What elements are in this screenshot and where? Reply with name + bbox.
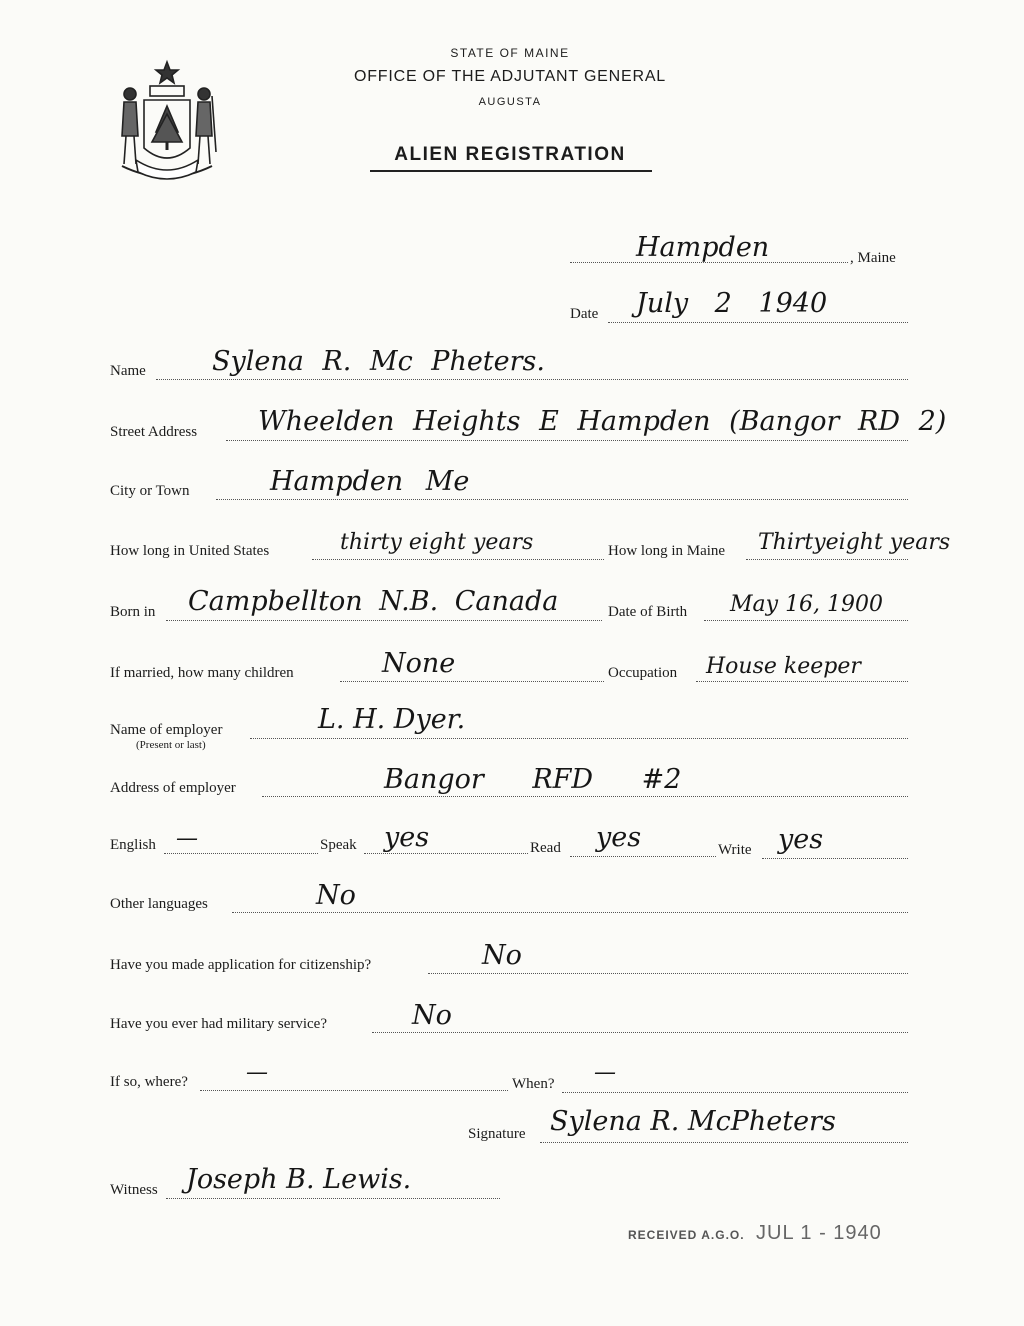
time-in-us-value: thirty eight years (340, 530, 534, 555)
employer-address-value: Bangor RFD #2 (384, 764, 682, 795)
name-label: Name (110, 363, 146, 379)
read-dotted-line (570, 856, 716, 857)
speak-label: Speak (320, 837, 357, 853)
english-value: — (176, 826, 198, 851)
name-value: Sylena R. Mc Pheters. (212, 346, 545, 377)
header-office: OFFICE OF THE ADJUTANT GENERAL (353, 68, 667, 85)
date-dotted-line (608, 322, 908, 323)
when-label: When? (512, 1076, 555, 1092)
city-value: Hampden Me (270, 466, 470, 497)
birthplace-label: Born in (110, 604, 156, 620)
date-of-birth-dotted-line (704, 620, 908, 621)
employer-value: L. H. Dyer. (318, 704, 466, 735)
write-label: Write (718, 842, 752, 858)
date-label: Date (570, 306, 599, 322)
where-label: If so, where? (110, 1074, 188, 1090)
write-value: yes (778, 824, 824, 855)
header-state: STATE OF MAINE (450, 46, 570, 60)
citizenship-label: Have you made application for citizenship? (110, 957, 372, 973)
when-dotted-line (562, 1092, 908, 1093)
street-address-label: Street Address (110, 424, 198, 440)
speak-value: yes (384, 822, 430, 853)
occupation-label: Occupation (608, 665, 678, 681)
citizenship-value: No (482, 940, 522, 971)
time-in-us-label: How long in United States (110, 543, 270, 559)
date-value: July 2 1940 (636, 288, 828, 319)
write-dotted-line (762, 858, 908, 859)
read-label: Read (530, 840, 561, 856)
where-value: — (246, 1060, 268, 1085)
military-service-dotted-line (372, 1032, 908, 1033)
employer-address-label: Address of employer (110, 780, 236, 796)
where-dotted-line (200, 1090, 508, 1091)
speak-dotted-line (364, 853, 528, 854)
time-in-maine-value: Thirtyeight years (758, 530, 951, 555)
read-value: yes (596, 822, 642, 853)
children-label: If married, how many children (110, 665, 294, 681)
time-in-maine-label: How long in Maine (608, 543, 726, 559)
occupation-dotted-line (696, 681, 908, 682)
children-dotted-line (340, 681, 604, 682)
birthplace-value: Campbellton N.B. Canada (188, 586, 559, 617)
city-label: City or Town (110, 483, 190, 499)
city-dotted-line (216, 499, 908, 500)
other-languages-dotted-line (232, 912, 908, 913)
children-value: None (382, 648, 456, 679)
received-stamp-date: JUL 1 - 1940 (756, 1222, 882, 1244)
received-stamp-text: RECEIVED A.G.O. (628, 1228, 745, 1242)
town-label: , Maine (850, 250, 896, 266)
header-city: AUGUSTA (478, 96, 542, 108)
signature-value: Sylena R. McPheters (550, 1106, 836, 1137)
name-dotted-line (156, 379, 908, 380)
town-value: Hampden (636, 232, 770, 263)
signature-label: Signature (468, 1126, 526, 1142)
witness-value: Joseph B. Lewis. (186, 1164, 412, 1195)
witness-dotted-line (166, 1198, 500, 1199)
english-label: English (110, 837, 156, 853)
other-languages-label: Other languages (110, 896, 208, 912)
military-service-label: Have you ever had military service? (110, 1016, 327, 1032)
citizenship-dotted-line (428, 973, 908, 974)
when-value: — (594, 1060, 616, 1085)
birthplace-dotted-line (166, 620, 602, 621)
title-underline (370, 170, 652, 172)
witness-label: Witness (110, 1182, 158, 1198)
employer-address-dotted-line (262, 796, 908, 797)
date-of-birth-value: May 16, 1900 (730, 592, 884, 617)
employer-dotted-line (250, 738, 908, 739)
received-stamp (628, 1222, 882, 1245)
military-service-value: No (412, 1000, 452, 1031)
signature-dotted-line (540, 1142, 908, 1143)
maine-state-seal-icon (112, 56, 222, 188)
time-in-us-dotted-line (312, 559, 604, 560)
employer-label: Name of employer (110, 722, 223, 738)
other-languages-value: No (316, 880, 356, 911)
form-title: ALIEN REGISTRATION (394, 144, 626, 165)
street-address-value: Wheelden Heights E Hampden (Bangor RD 2) (258, 406, 947, 437)
time-in-maine-dotted-line (746, 559, 908, 560)
street-address-dotted-line (226, 440, 908, 441)
employer-sublabel: (Present or last) (136, 739, 206, 751)
english-dotted-line (164, 853, 318, 854)
date-of-birth-label: Date of Birth (608, 604, 688, 620)
occupation-value: House keeper (706, 654, 861, 679)
